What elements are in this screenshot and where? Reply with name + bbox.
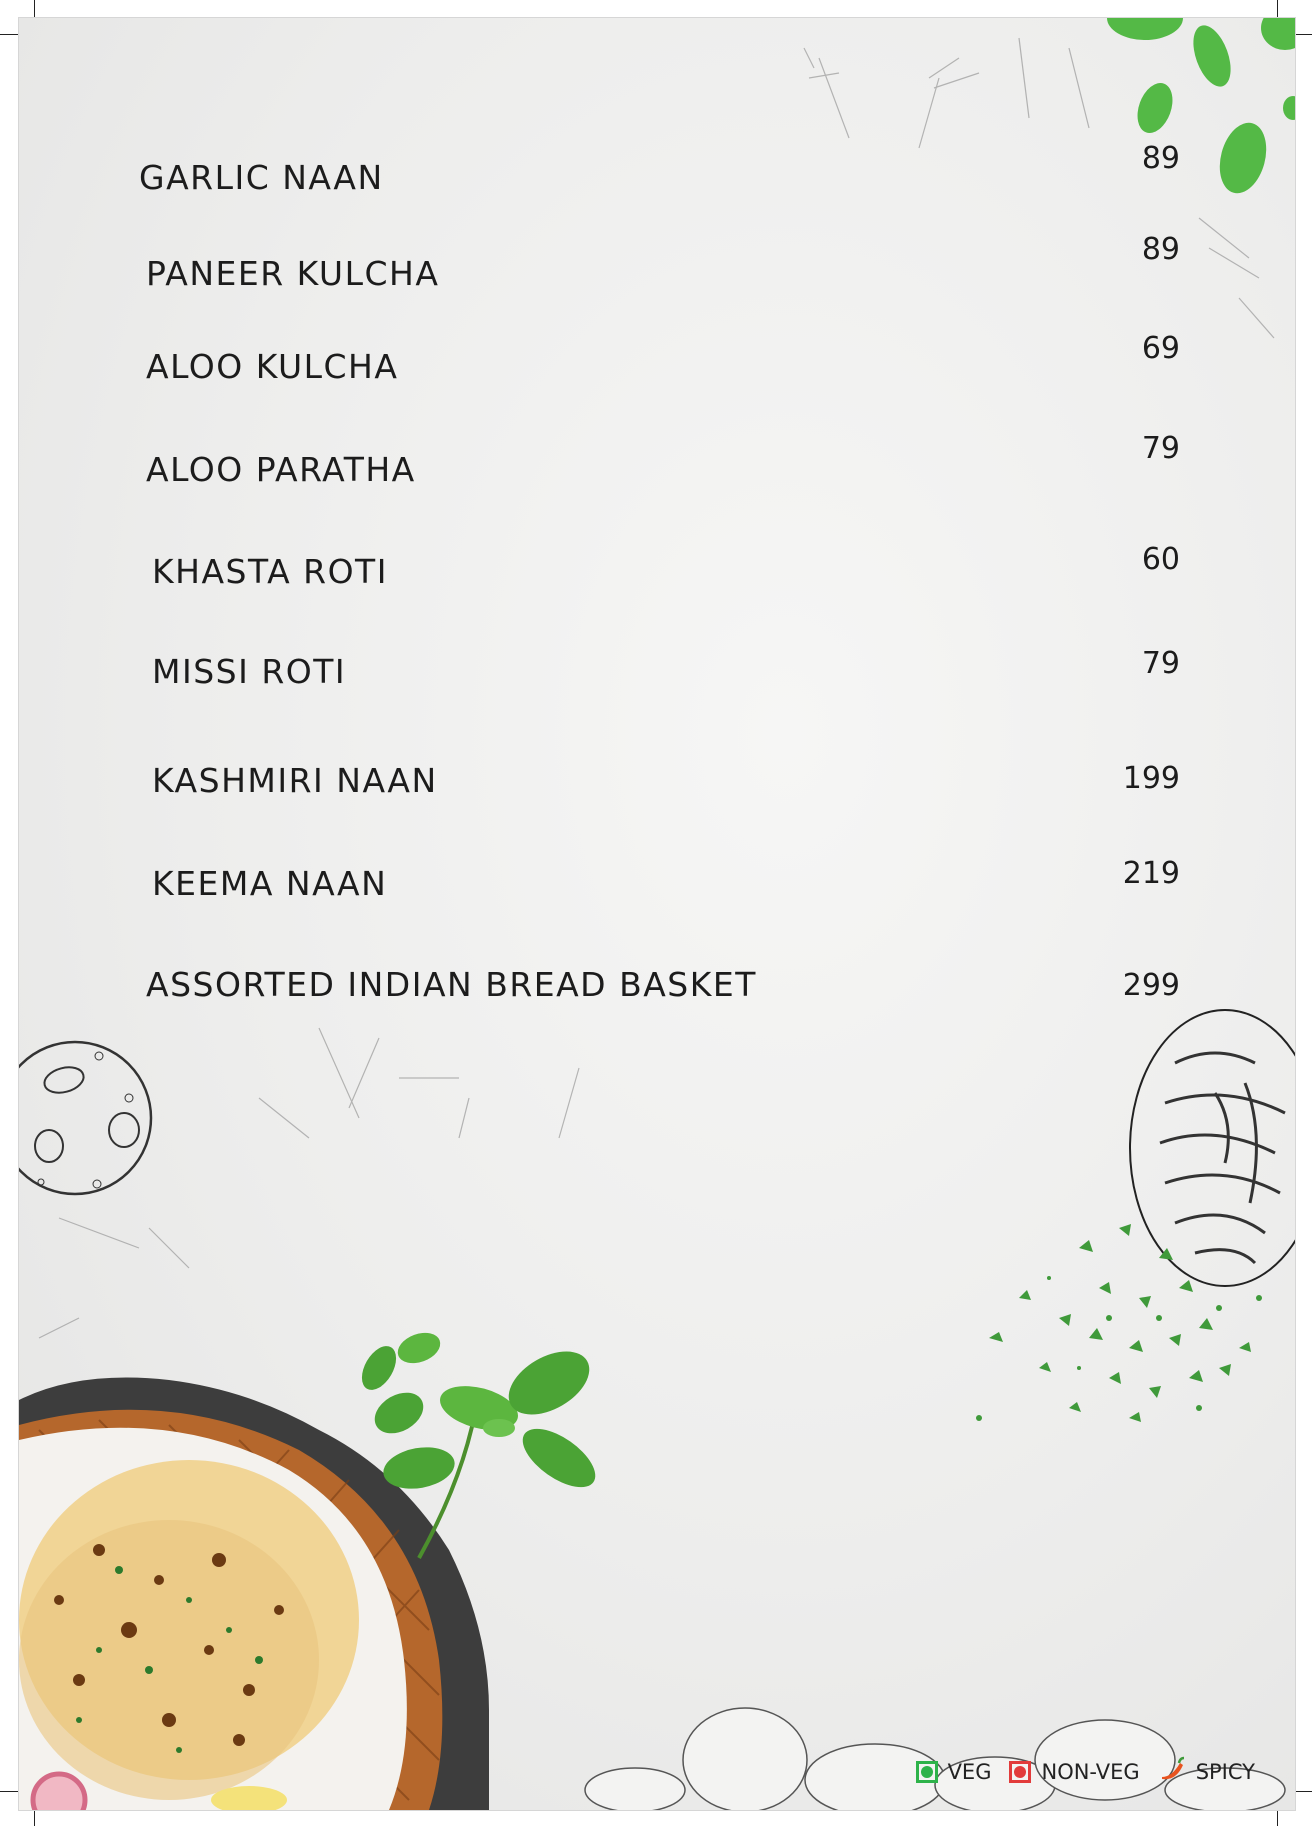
non-veg-icon (1009, 1761, 1031, 1783)
basil-leaves-decoration (349, 1308, 619, 1568)
crop-mark (1294, 34, 1312, 35)
menu-item-price: 89 (1141, 141, 1180, 176)
legend-nonveg (1009, 1760, 1139, 1784)
green-leaves-decoration (1075, 18, 1295, 218)
diet-legend (916, 1755, 1255, 1788)
menu-item-name: KASHMIRI NAAN (152, 761, 438, 800)
menu-page (18, 17, 1296, 1811)
menu-item-price: 60 (1141, 542, 1180, 577)
legend-nonveg-label: NON-VEG (1041, 1759, 1140, 1784)
menu-item-price: 89 (1141, 232, 1180, 267)
legend-veg (916, 1760, 992, 1784)
menu-item-price: 199 (1122, 761, 1180, 796)
menu-item-name: ALOO PARATHA (146, 450, 416, 489)
menu-item-name: ALOO KULCHA (146, 347, 399, 386)
menu-item-name: MISSI ROTI (152, 652, 347, 691)
menu-item-name: ASSORTED INDIAN BREAD BASKET (146, 965, 757, 1004)
roti-sketch-icon (18, 1018, 159, 1218)
menu-item-price: 79 (1141, 431, 1180, 466)
crop-mark (0, 1791, 18, 1792)
menu-item-name: KHASTA ROTI (152, 552, 388, 591)
crop-mark (34, 0, 35, 18)
menu-item-price: 69 (1141, 331, 1180, 366)
menu-item-name: KEEMA NAAN (152, 864, 388, 903)
crop-mark (1294, 1791, 1312, 1792)
legend-veg-label: VEG (947, 1759, 992, 1784)
veg-icon (916, 1761, 938, 1783)
menu-item-name: PANEER KULCHA (146, 254, 440, 293)
chopped-herbs-decoration (959, 1188, 1279, 1448)
menu-item-price: 299 (1122, 968, 1180, 1003)
legend-spicy (1158, 1755, 1255, 1788)
bread-sketch-decoration (575, 1690, 1295, 1810)
crop-mark (1277, 0, 1278, 18)
chili-icon (1158, 1755, 1186, 1788)
legend-spicy-label: SPICY (1195, 1759, 1255, 1784)
crop-mark (0, 34, 18, 35)
menu-item-name: GARLIC NAAN (139, 158, 384, 197)
menu-item-price: 79 (1141, 646, 1180, 681)
menu-item-price: 219 (1122, 856, 1180, 891)
